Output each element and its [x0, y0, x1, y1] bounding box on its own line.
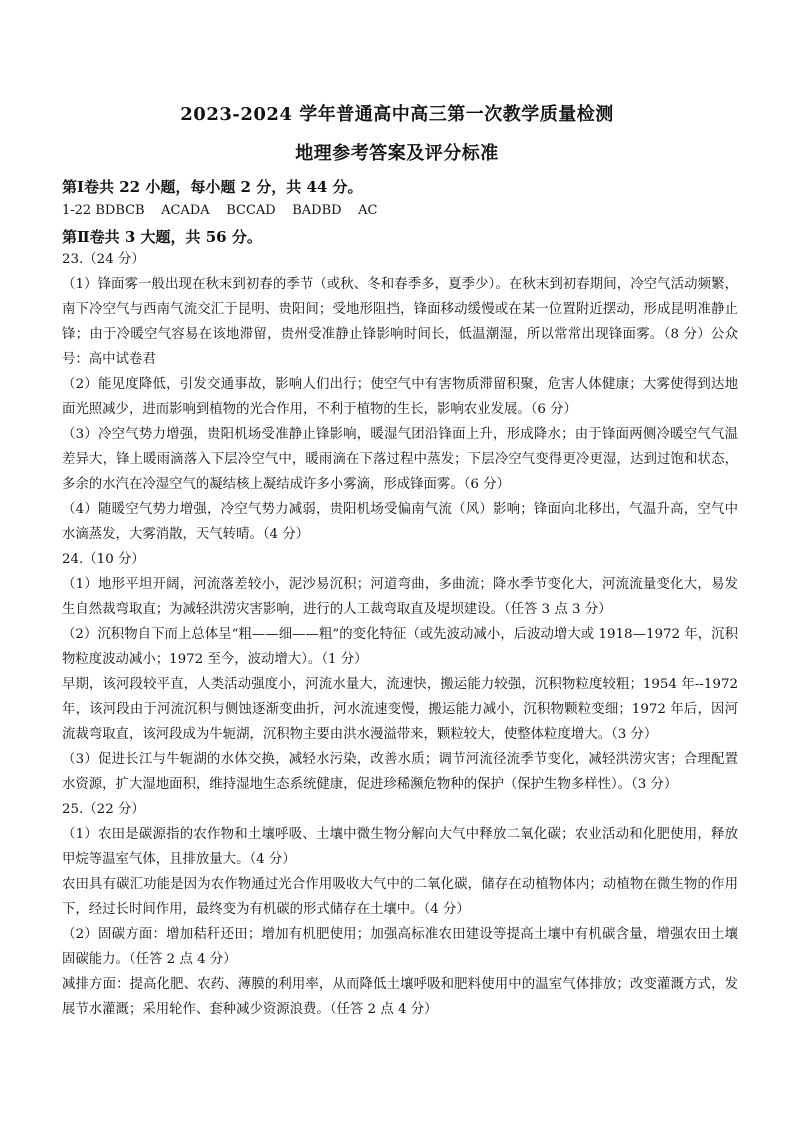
q25-part2-detail: 减排方面：提高化肥、农药、薄膜的利用率，从而降低土壤呼吸和肥料使用中的温室气体排放；改变灌溉方式，发展节水灌溉；采用轮作、套种减少资源浪费。（任答 2 点 4 分）: [62, 977, 738, 1017]
part2-heading: 第Ⅱ卷共 3 大题，共 56 分。: [62, 228, 262, 246]
q24-part1: （1）地形平坦开阔，河流落差较小，泥沙易沉积；河道弯曲，多曲流；降水季节变化大，河流流量变化大，易发生自然裁弯取直；为减轻洪涝灾害影响，进行的人工裁弯取直及堤坝建设。（任答 3 点 3 分）: [62, 577, 738, 617]
q24-part3: （3）促进长江与牛轭湖的水体交换，减轻水污染，改善水质；调节河流径流季节变化，减轻洪涝灾害；合理配置水资源，扩大湿地面积，维持湿地生态系统健康，促进珍稀濒危物种的保护（保护生物多样性）。（3 分）: [62, 752, 738, 792]
q23-part1: （1）锋面雾一般出现在秋末到初春的季节（或秋、冬和春季多，夏季少）。在秋末到初春期间，冷空气活动频繁，南下冷空气与西南气流交汇于昆明、贵阳间；受地形阻挡，锋面移动缓慢或在某一位置附近摆动，形成昆明准静止锋；由于冷暖空气容易在该地滞留，贵州受准静止锋影响时间长，低温潮湿，所以常常出现锋面雾。（8 分）公众号：高中试卷君: [62, 277, 738, 367]
q24-part2: （2）沉积物自下而上总体呈“粗——细——粗”的变化特征（或先波动减小，后波动增大或 1918—1972 年，沉积物粒度波动减小；1972 至今，波动增大）。（1 分）: [62, 627, 738, 667]
q23-header: 23.（24 分）: [62, 252, 145, 267]
q25-part1: （1）农田是碳源指的农作物和土壤呼吸、土壤中微生物分解向大气中释放二氧化碳；农业活动和化肥使用，释放甲烷等温室气体，且排放量大。（4 分）: [62, 827, 738, 867]
page-subtitle: 地理参考答案及评分标准: [295, 143, 499, 164]
q23-part3: （3）冷空气势力增强，贵阳机场受准静止锋影响，暖湿气团沿锋面上升，形成降水；由于锋面两侧冷暖空气气温差异大，锋上暖雨滴落入下层冷空气中，暖雨滴在下落过程中蒸发；下层冷空气变得更冷更湿，达到过饱和状态，多余的水汽在冷湿空气的凝结核上凝结成许多小雾滴，形成锋面雾。（6 分）: [62, 427, 738, 492]
part1-heading: 第Ⅰ卷共 22 小题，每小题 2 分，共 44 分。: [62, 178, 363, 196]
part1-answers: 1-22 BDBCB ACADA BCCAD BADBD AC: [62, 203, 378, 218]
answer-body: [62, 247, 738, 1022]
q23-part2: （2）能见度降低，引发交通事故，影响人们出行；使空气中有害物质滞留积聚，危害人体健康；大雾使得到达地面光照减少，进而影响到植物的光合作用，不利于植物的生长，影响农业发展。（6 分）: [62, 377, 738, 417]
q25-part1-detail: 农田具有碳汇功能是因为农作物通过光合作用吸收大气中的二氧化碳，储存在动植物体内；动植物在微生物的作用下，经过长时间作用，最终变为有机碳的形式储存在土壤中。（4 分）: [62, 877, 738, 917]
q23-part4: （4）随暖空气势力增强，冷空气势力减弱，贵阳机场受偏南气流（风）影响；锋面向北移出，气温升高，空气中水滴蒸发，大雾消散，天气转晴。（4 分）: [62, 502, 738, 542]
q24-header: 24.（10 分）: [62, 552, 145, 567]
q25-header: 25.（22 分）: [62, 802, 145, 817]
page-title: 2023-2024 学年普通高中高三第一次教学质量检测: [180, 104, 614, 125]
q24-part2-detail: 早期，该河段较平直，人类活动强度小，河流水量大，流速快，搬运能力较强，沉积物粒度较粗；1954 年--1972 年，该河段由于河流沉积与侧蚀逐渐变曲折，河水流速变慢，搬运能力减小，沉积物颗粒变细；1972 年后，因河流裁弯取直，该河段成为牛轭湖，沉积物主要由洪水漫溢带来，颗粒较大，使整体粒度增大。（3 分）: [62, 677, 738, 742]
q25-part2: （2）固碳方面：增加秸秆还田；增加有机肥使用；加强高标准农田建设等提高土壤中有机碳含量，增强农田土壤固碳能力。（任答 2 点 4 分）: [62, 927, 738, 967]
